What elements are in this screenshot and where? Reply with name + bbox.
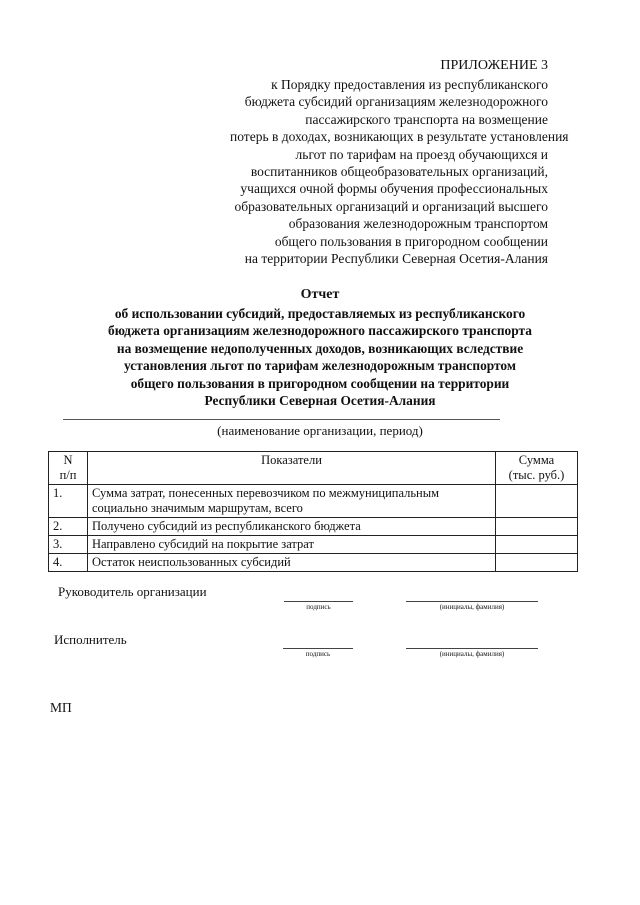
header-sum — [496, 452, 578, 485]
executor-signature-line[interactable] — [283, 648, 353, 649]
header-indicator: Показатели — [88, 452, 496, 485]
header-number-line1: N — [63, 453, 73, 467]
appendix-line: на территории Республики Северная Осетия-Алания — [244, 251, 548, 267]
table-row — [49, 518, 578, 536]
row-number: 3. — [49, 536, 88, 554]
appendix-line: бюджета субсидий организациям железнодорожного — [244, 94, 548, 110]
report-title-line: бюджета организациям железнодорожного пассажирского транспорта — [108, 323, 532, 339]
report-title-line: общего пользования в пригородном сообщении на территории — [130, 375, 510, 391]
row-sum-cell[interactable] — [496, 536, 578, 554]
head-name-caption: (инициалы, фамилия) — [439, 603, 505, 611]
report-title-line: об использовании субсидий, предоставляемых из республиканского — [114, 306, 526, 321]
appendix-line: воспитанников общеобразовательных организаций, — [250, 164, 548, 180]
row-indicator: Направлено субсидий на покрытие затрат — [88, 536, 496, 554]
head-signature-caption: подпись — [306, 603, 331, 611]
row-sum-cell[interactable] — [496, 518, 578, 536]
appendix-line: образовательных организаций и организаций высшего — [234, 198, 548, 214]
report-title: Отчет — [300, 287, 340, 302]
report-title-line: установления льгот по тарифам железнодорожным транспортом — [124, 358, 516, 374]
appendix-line: учащихся очной формы обучения профессиональных — [240, 181, 548, 197]
row-number: 4. — [49, 554, 88, 572]
header-number-line2: п/п — [59, 468, 77, 482]
appendix-line: к Порядку предоставления из республиканского — [271, 77, 548, 92]
report-title-line: Республики Северная Осетия-Алания — [204, 393, 436, 409]
organization-name-line — [63, 419, 500, 420]
row-indicator-line: Сумма затрат, понесенных перевозчиком по межмуниципальным — [92, 486, 440, 500]
appendix-line: пассажирского транспорта на возмещение — [305, 111, 548, 127]
table-row — [49, 554, 578, 572]
head-signature-label: Руководитель организации — [58, 584, 207, 599]
row-number: 2. — [49, 518, 88, 536]
appendix-line: общего пользования в пригородном сообщении — [274, 233, 548, 249]
header-sum-line2: (тыс. руб.) — [508, 468, 565, 482]
executor-name-caption: (инициалы, фамилия) — [439, 650, 505, 658]
executor-signature-caption: подпись — [305, 650, 331, 658]
row-indicator-line: социально значимым маршрутам, всего — [92, 501, 303, 515]
report-heading — [40, 286, 600, 409]
appendix-line: потерь в доходах, возникающих в результате установления — [230, 129, 569, 145]
organization-caption: (наименование организации, период) — [217, 423, 423, 438]
head-signature-line[interactable] — [284, 601, 353, 602]
table-row — [49, 485, 578, 518]
header-sum-line1: Сумма — [518, 453, 555, 467]
row-sum-cell[interactable] — [496, 554, 578, 572]
header-number — [49, 452, 88, 485]
table-header-row — [49, 452, 578, 485]
appendix-header — [230, 57, 569, 267]
row-indicator: Остаток неиспользованных субсидий — [88, 554, 496, 572]
report-title-line: на возмещение недополученных доходов, возникающих вследствие — [116, 340, 524, 356]
row-indicator: Получено субсидий из республиканского бюджета — [88, 518, 496, 536]
row-indicator — [88, 485, 496, 518]
row-sum-cell[interactable] — [496, 485, 578, 518]
executor-signature-label: Исполнитель — [54, 632, 127, 647]
row-number: 1. — [49, 485, 88, 518]
appendix-line: образования железнодорожным транспортом — [288, 216, 548, 232]
head-name-line[interactable] — [406, 601, 538, 602]
stamp-placeholder: МП — [50, 700, 72, 715]
table-row — [49, 536, 578, 554]
appendix-title: ПРИЛОЖЕНИЕ 3 — [440, 58, 548, 73]
appendix-line: льгот по тарифам на проезд обучающихся и — [295, 146, 548, 162]
indicators-table — [48, 451, 578, 572]
executor-name-line[interactable] — [406, 648, 538, 649]
